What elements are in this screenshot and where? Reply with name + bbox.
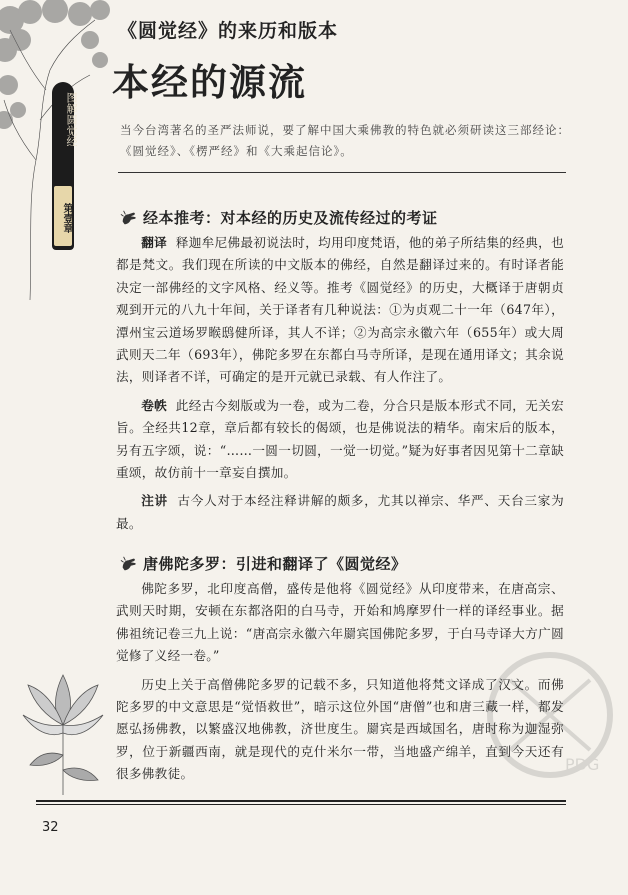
section-heading-text: 经本推考：对本经的历史及流传经过的考证 — [143, 209, 438, 227]
hand-pointer-icon — [120, 209, 138, 227]
divider — [118, 172, 566, 173]
section-title: 《圆觉经》的来历和版本 — [118, 20, 339, 42]
hand-pointer-icon — [120, 555, 138, 573]
footer-divider — [36, 800, 566, 802]
paragraph-translation — [116, 232, 564, 389]
paragraph-text: 古今人对于本经注释讲解的颇多，尤其以禅宗、华严、天台三家为最。 — [116, 493, 564, 531]
side-chapter-tab — [52, 82, 78, 250]
footer-divider-thin — [36, 804, 566, 805]
paragraph-volumes — [116, 395, 564, 485]
watermark-stamp — [470, 640, 628, 790]
paragraph-text: 此经古今刻版或为一卷，或为二卷，分合只是版本形式不同，无关宏旨。全经共12章，章后都有较长的偈颂，也是佛说法的精华。南宋后的版本，另有五字颂，说：“……一圆一切圆，一觉一切觉。”疑为好事者因见第十二章缺重颂，故仿前十一章妄自撰加。 — [116, 397, 564, 481]
intro-paragraph: 当今台湾著名的圣严法师说，要了解中国大乘佛教的特色就必须研读这三部经论：《圆觉经》、《楞严经》和《大乘起信论》。 — [120, 123, 570, 158]
paragraph-commentary — [116, 490, 564, 535]
page-number: 32 — [42, 820, 59, 835]
term-label: 翻译 — [141, 235, 168, 250]
section-body-sutra-origin — [116, 232, 564, 535]
term-label: 卷帙 — [141, 397, 168, 413]
term-label: 注讲 — [141, 493, 168, 509]
book-title-vertical: 图解圆觉经 — [65, 92, 78, 147]
paragraph-text: 佛陀多罗，北印度高僧，盛传是他将《圆觉经》从印度带来，在唐高宗、武则天时期，安顿在东都洛阳的白马寺，开始和鸠摩罗什一样的译经事业。据佛祖统记卷三九上说：“唐高宗永徽六年罽宾国佛陀多罗，于白马寺译大方广圆觉修了义经一卷。” — [116, 581, 564, 664]
watermark-label: PDG — [565, 755, 600, 774]
section-heading-text: 唐佛陀多罗：引进和翻译了《圆觉经》 — [143, 555, 407, 573]
chapter-label: 第壹章 — [54, 186, 72, 246]
page-title: 本经的源流 — [112, 60, 307, 104]
paragraph-text: 历史上关于高僧佛陀多罗的记载不多，只知道他将梵文译成了汉文。而佛陀多罗的中文意思是“觉悟救世”，暗示这位外国“唐僧”也和唐三藏一样，都发愿弘扬佛教，以繁盛汉地佛教，济世度生。罽宾是西域国名，唐时称为迦湿弥罗，位于新疆西南，就是现代的克什米尔一带，当地盛产绵羊，直到今天还有很多佛教徒。 — [116, 676, 564, 782]
section-heading-buddhatrata — [120, 553, 407, 574]
lotus-ornament-icon — [18, 655, 108, 795]
section-heading-sutra-origin — [120, 207, 438, 228]
paragraph-text: 释迦牟尼佛最初说法时，均用印度梵语，他的弟子所结集的经典，也都是梵文。我们现在所读的中文版本的佛经，自然是翻译过来的。有时译者能决定一部佛经的文字风格、经义等。推考《圆觉经》的历史，大概译于唐朝贞观到开元的八九十年间，关于译者有几种说法：①为贞观二十一年（647年），潭州宝云道场罗睺鸱健所译，其人不详；②为高宗永徽六年（655年）或大周武则天二年（693年），佛陀多罗在东都白马寺所译，是现在通用译文；其余说法，则译者不详，可确定的是开元就已录载、有人作注了。 — [116, 235, 564, 385]
